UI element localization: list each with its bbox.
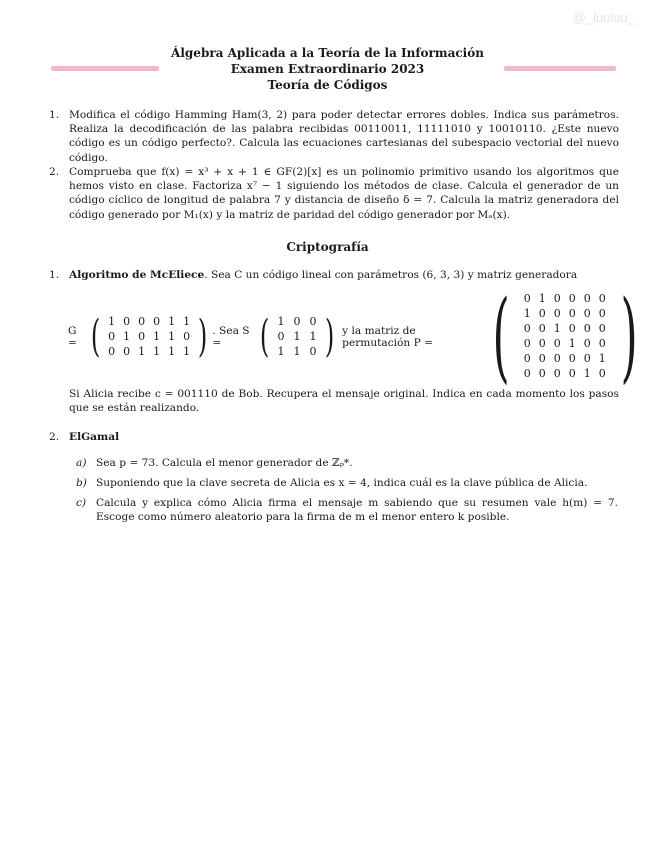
matrices-row [68,280,648,394]
matrix-p-entry: 1 [598,352,606,365]
matrix-p-entry: 0 [598,337,606,350]
subitem-text: Sea p = 73. Calcula el menor generador de ℤₚ*. [96,457,353,469]
matrix-g-entry: 0 [108,344,116,358]
matrix-g-entry: 1 [183,314,191,328]
subitem-label: a) [76,457,87,469]
matrix-g-entry: 0 [153,314,161,328]
matrix-p-entry: 0 [553,337,561,350]
matrix-p-entry: 1 [553,322,561,335]
matrix-p-entry: 0 [538,352,546,365]
subitem-text: Calcula y explica cómo Alicia firma el mensaje m sabiendo que su resumen vale h(m) = 7. Escoge como número aleatorio para la firma de m el menor entero k posible. [96,497,618,524]
subitem-label: b) [76,477,87,489]
exam-session: Examen Extraordinario 2023 [230,62,425,76]
matrix-p-entry: 0 [598,322,606,335]
matrix-p-entry: 0 [553,367,561,380]
matrix-s-entry: 1 [277,344,285,358]
matrix-g-entry: 0 [123,314,131,328]
matrix-g-entry: 1 [168,329,176,343]
subitem-label: c) [76,497,87,509]
crypto-question-1 [51,268,619,282]
subitem-a [78,456,618,470]
accent-bar-left [51,66,159,71]
matrix-p-entry: 0 [583,322,591,335]
crypto-question-1-continuation [51,387,619,415]
matrix-p-entry: 0 [583,307,591,320]
matrix-g-entry: 0 [183,329,191,343]
question-number: 2. [49,166,60,178]
matrix-p-entry: 1 [523,307,531,320]
crypto-question-2 [51,430,619,444]
matrix-g-entry: 1 [138,344,146,358]
matrix-s-entry: 0 [309,314,317,328]
matrix-p-entry: 0 [538,322,546,335]
question-title: Algoritmo de McEliece [69,269,205,281]
matrix-p-entry: 0 [553,352,561,365]
matrix-g-entry: 1 [183,344,191,358]
exam-title: Álgebra Aplicada a la Teoría de la Información [171,46,484,60]
matrix-p-entry: 0 [583,337,591,350]
matrix-s-entries [273,315,321,360]
question-text: Comprueba que f(x) = x³ + x + 1 ∈ GF(2)[x] es un polinomio primitivo usando los algoritmos que hemos visto en clase. Factoriza x⁷ − 1 siguiendo los métodos de clase. Calcula el generador de un código cíclico de longitud de palabra 7 y distancia de diseño δ = 7. Calcula la matriz generadora del código generado por M₁(x) y la matriz de paridad del código generador por Mₐ(x). [69,166,619,221]
question-title: ElGamal [69,431,120,443]
matrix-p-entry: 0 [523,322,531,335]
matrix-g-entries [104,315,194,360]
matrix-s-entry: 0 [293,314,301,328]
matrix-g-entry: 0 [108,329,116,343]
codes-question-1 [51,108,619,165]
accent-bar-right [504,66,616,71]
subitem-b [78,476,618,490]
matrix-p-entry: 0 [523,337,531,350]
matrix-s-entry: 1 [293,344,301,358]
matrix-s: ( 1 0 0 0 1 1 1 1 0 ) [259,311,335,362]
matrix-p-entry: 1 [583,367,591,380]
matrix-p-entry: 0 [553,292,561,305]
matrix-p-entry: 0 [538,307,546,320]
matrix-p-entry: 0 [568,292,576,305]
question-text: Si Alicia recibe c = 001110 de Bob. Recupera el mensaje original. Indica en cada momento los pasos que se están realizando. [69,388,619,415]
matrix-p-entry: 0 [568,322,576,335]
matrix-g-entry: 0 [138,329,146,343]
matrix-g-entry: 1 [153,329,161,343]
matrix-p-entries [520,292,610,382]
matrix-p-entry: 0 [568,352,576,365]
matrix-p-entry: 0 [568,307,576,320]
section-heading-codes: Teoría de Códigos [267,78,388,92]
matrix-s-entry: 1 [277,314,285,328]
matrix-s-entry: 0 [277,329,285,343]
matrix-g-entry: 1 [168,314,176,328]
matrix-g: ( 1 0 0 0 1 1 0 1 0 1 1 0 0 0 1 1 1 1 ) [90,311,208,362]
matrix-g-entry: 0 [138,314,146,328]
matrix-p-entry: 0 [598,307,606,320]
matrix-s-entry: 0 [309,344,317,358]
p-label: y la matriz de permutación P = [342,325,433,349]
matrix-g-entry: 1 [123,329,131,343]
matrix-p-entry: 0 [568,367,576,380]
matrix-p-entry: 0 [523,367,531,380]
matrix-s-entry: 1 [309,329,317,343]
matrix-p: ( 0 1 0 0 0 0 1 0 0 0 0 0 0 0 1 0 0 0 0 0 0 1 0 0 0 0 0 0 0 1 0 0 0 0 1 0 ) [492,280,638,394]
codes-question-2 [51,165,619,222]
matrix-p-entry: 0 [583,292,591,305]
matrix-g-entry: 1 [153,344,161,358]
subitem-text: Suponiendo que la clave secreta de Alicia es x = 4, indica cuál es la clave pública de Alicia. [96,477,588,489]
matrix-p-entry: 0 [583,352,591,365]
matrix-p-entry: 0 [598,367,606,380]
question-number: 1. [49,269,60,281]
matrix-p-entry: 0 [523,352,531,365]
s-label: . Sea S = [212,325,250,349]
matrix-g-entry: 0 [123,344,131,358]
matrix-g-entry: 1 [108,314,116,328]
matrix-p-entry: 0 [553,307,561,320]
matrix-p-entry: 0 [598,292,606,305]
section-heading-crypto: Criptografía [286,240,369,254]
matrix-p-entry: 0 [523,292,531,305]
watermark: @_luuluu_ [572,10,635,25]
subitem-c [78,496,618,524]
question-text: . Sea C un código lineal con parámetros (6, 3, 3) y matriz generadora [204,269,578,281]
matrix-p-entry: 0 [538,337,546,350]
question-text: Modifica el código Hamming Ham(3, 2) para poder detectar errores dobles. Indica sus parámetros. Realiza la decodificación de las palabra recibidas 00110011, 11111010 y 10010110. ¿Este nuevo código es un código perfecto?. Calcula las ecuaciones cartesianas del subespacio vectorial del nuevo código. [69,109,619,164]
matrix-p-entry: 1 [568,337,576,350]
matrix-s-entry: 1 [293,329,301,343]
g-label: G = [68,325,77,349]
question-number: 1. [49,109,60,121]
question-number: 2. [49,431,60,443]
matrix-p-entry: 0 [538,367,546,380]
matrix-p-entry: 1 [538,292,546,305]
matrix-g-entry: 1 [168,344,176,358]
